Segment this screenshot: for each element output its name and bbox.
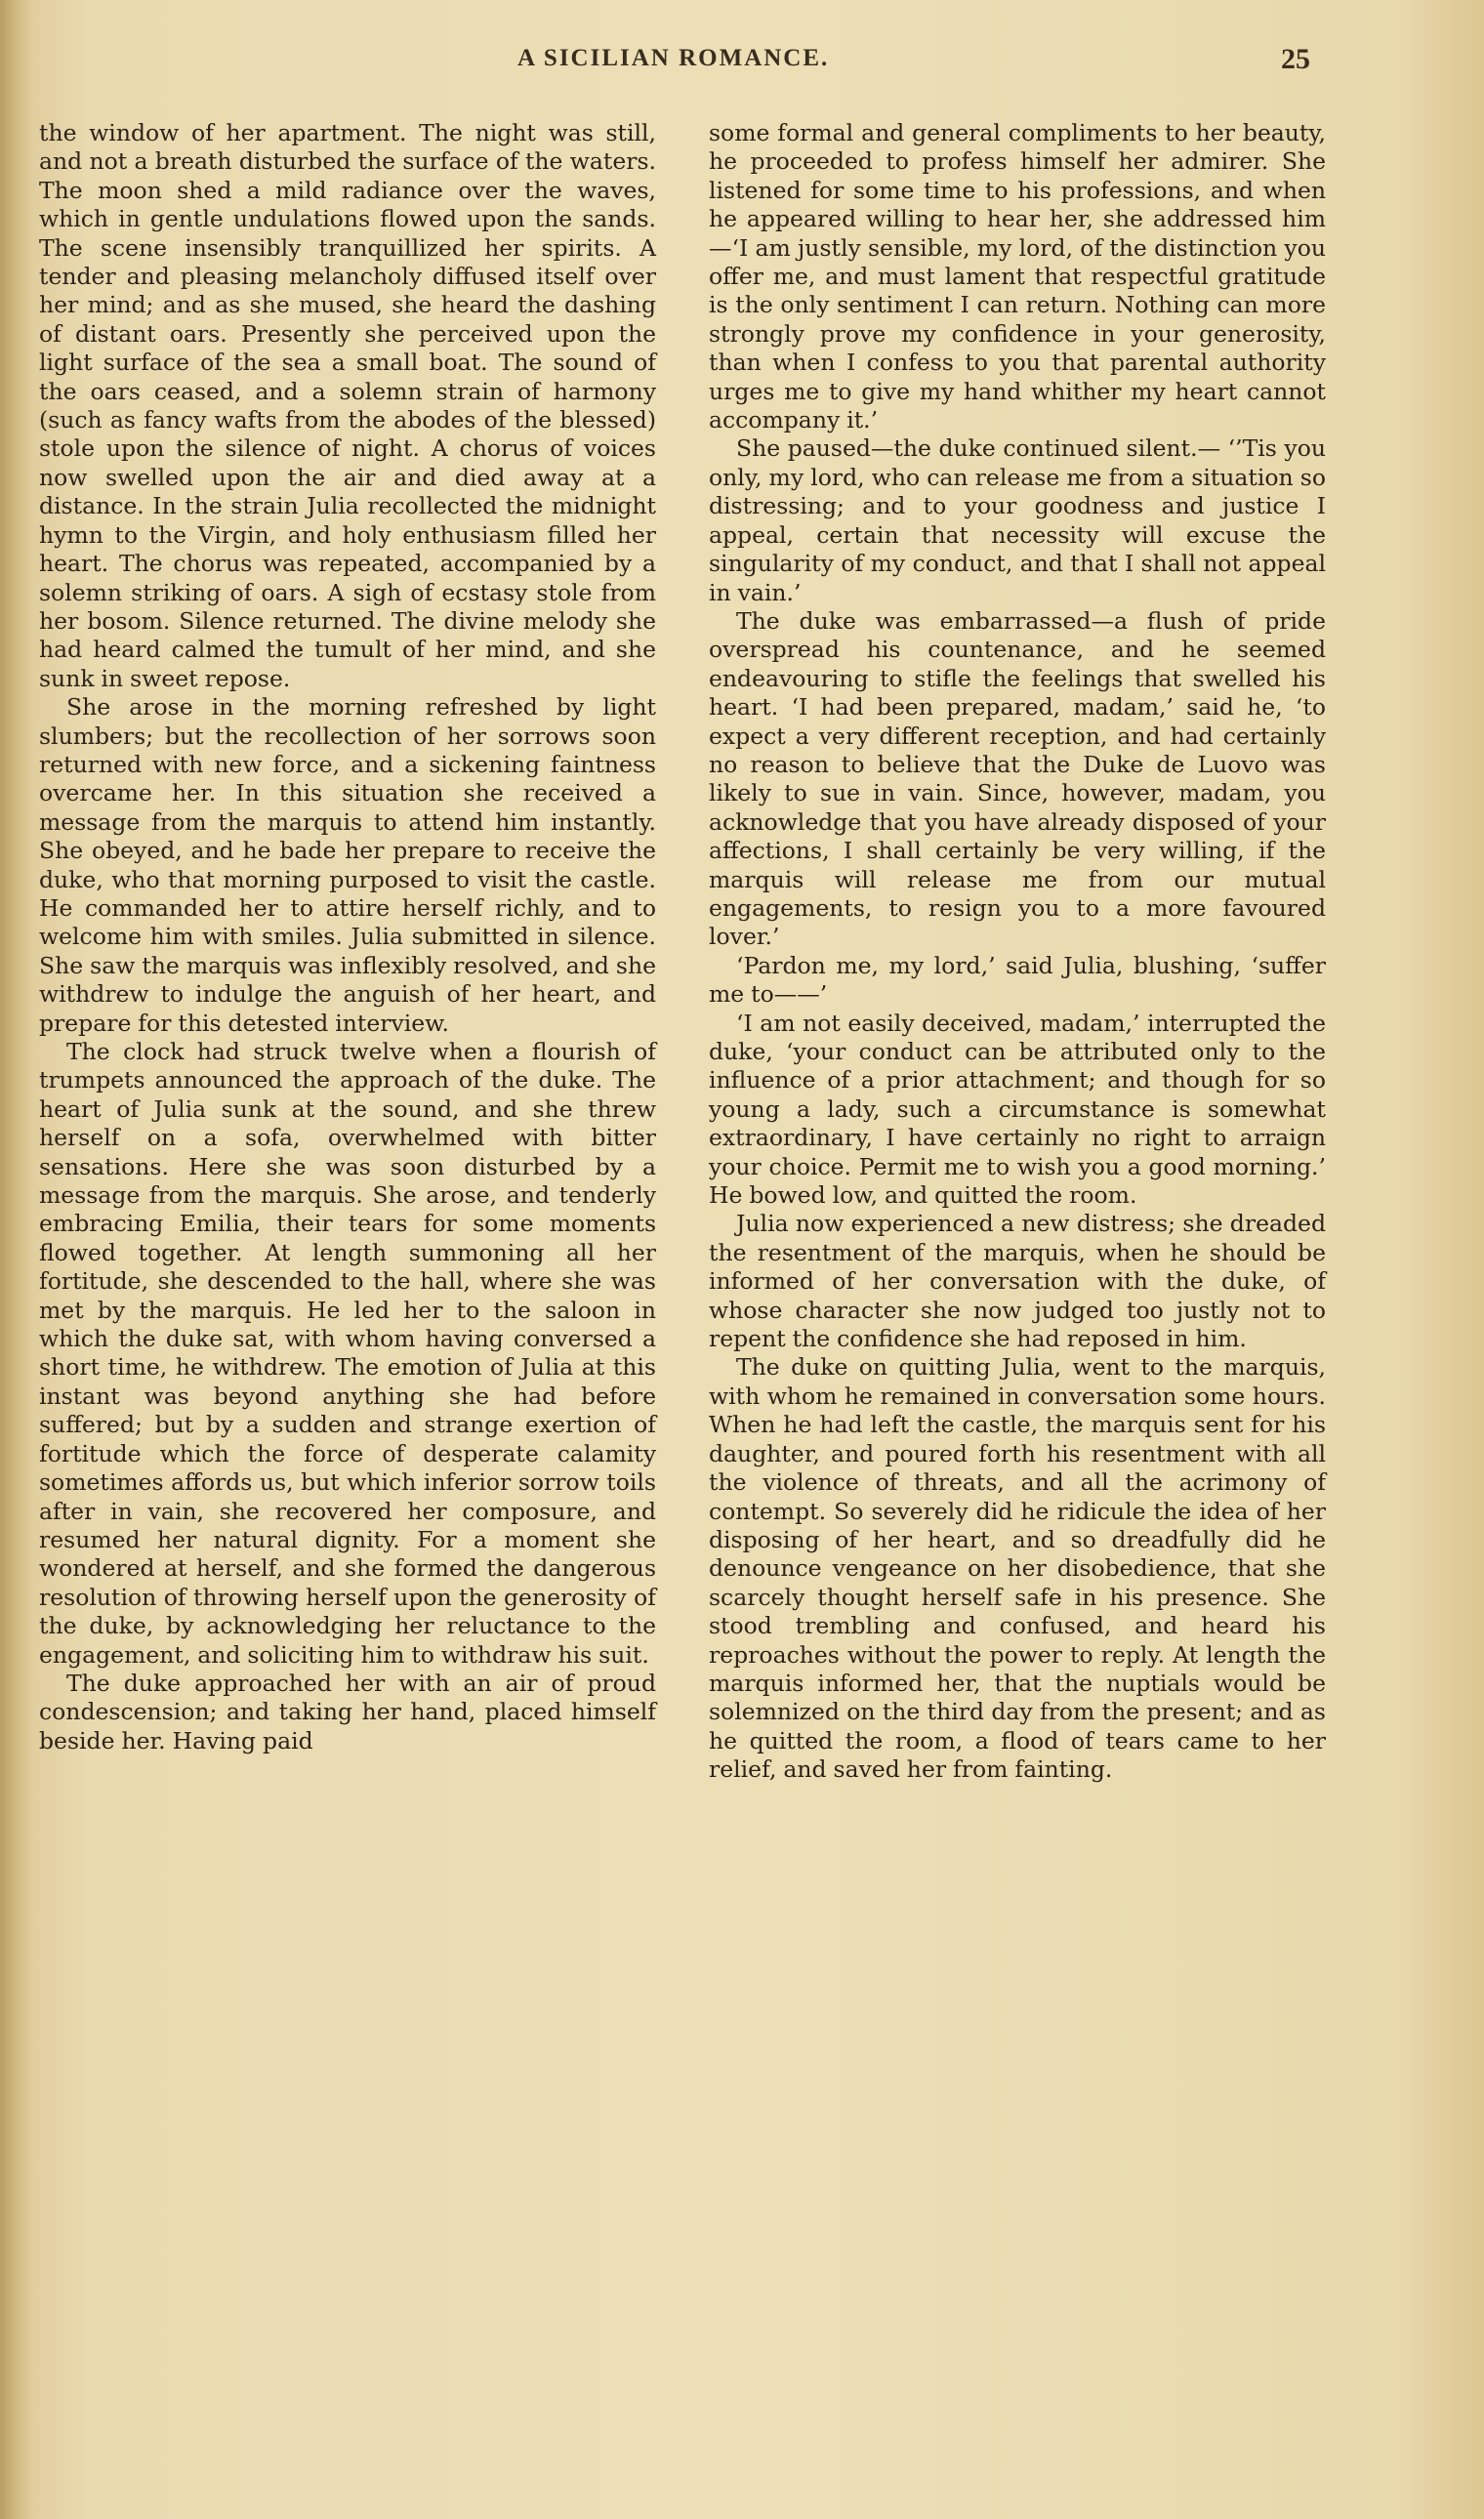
paragraph: the window of her apartment. The night was still, and not a breath disturbed the surface of the waters. The moon shed a mild radiance over the waves, which in gentle undulations flowed upon the sands. The scene insensibly tranquillized her spirits. A tender and pleasing melancholy diffused itself over her mind; and as she mused, she heard the dashing of distant oars. Presently she perceived upon the light surface of the sea a small boat. The sound of the oars ceased, and a solemn strain of harmony (such as fancy wafts from the abodes of the blessed) stole upon the silence of night. A chorus of voices now swelled upon the air and died away at a distance. In the strain Julia recollected the midnight hymn to the Virgin, and holy enthusiasm filled her heart. The chorus was repeated, accompanied by a solemn striking of oars. A sigh of ecstasy stole from her bosom. Silence returned. The divine melody she had heard calmed the tumult of her mind, and she sunk in sweet repose.: [39, 119, 656, 692]
paragraph: The duke was embarrassed—a flush of pride overspread his countenance, and he seemed endeavouring to stifle the feelings that swelled his heart. ‘I had been prepared, madam,’ said he, ‘to expect a very different reception, and had certainly no reason to believe that the Duke de Luovo was likely to sue in vain. Since, however, madam, you acknowledge that you have already disposed of your affections, I shall certainly be very willing, if the marquis will release me from our mutual engagements, to resign you to a more favoured lover.’: [709, 606, 1326, 951]
paragraph: ‘I am not easily deceived, madam,’ interrupted the duke, ‘your conduct can be attributed only to the influence of a prior attachment; and though for so young a lady, such a circumstance is somewhat extraordinary, I have certainly no right to arraign your choice. Permit me to wish you a good morning.’ He bowed low, and quitted the room.: [709, 1009, 1326, 1210]
paragraph: some formal and general compliments to her beauty, he proceeded to profess himself her admirer. She listened for some time to his professions, and when he appeared willing to hear her, she addressed him—‘I am justly sensible, my lord, of the distinction you offer me, and must lament that respectful gratitude is the only sentiment I can return. Nothing can more strongly prove my confidence in your generosity, than when I confess to you that parental authority urges me to give my hand whither my heart cannot accompany it.’: [709, 119, 1326, 434]
paragraph: She paused—the duke continued silent.— ‘’Tis you only, my lord, who can release me from a situation so distressing; and to your goodness and justice I appeal, certain that necessity will excuse the singularity of my conduct, and that I shall not appeal in vain.’: [709, 434, 1326, 606]
page-number: 25: [1281, 43, 1310, 75]
page-gutter-shadow: [0, 0, 33, 2519]
paragraph: She arose in the morning refreshed by light slumbers; but the recollection of her sorrows soon returned with new force, and a sickening faintness overcame her. In this situation she received a message from the marquis to attend him instantly. She obeyed, and he bade her prepare to receive the duke, who that morning purposed to visit the castle. He commanded her to attire herself richly, and to welcome him with smiles. Julia submitted in silence. She saw the marquis was inflexibly resolved, and she withdrew to indulge the anguish of her heart, and prepare for this detested interview.: [39, 693, 656, 1037]
paragraph: ‘Pardon me, my lord,’ said Julia, blushing, ‘suffer me to——’: [709, 951, 1326, 1009]
paragraph: The clock had struck twelve when a flourish of trumpets announced the approach of the duke. The heart of Julia sunk at the sound, and she threw herself on a sofa, overwhelmed with bitter sensations. Here she was soon disturbed by a message from the marquis. She arose, and tenderly embracing Emilia, their tears for some moments flowed together. At length summoning all her fortitude, she descended to the hall, where she was met by the marquis. He led her to the saloon in which the duke sat, with whom having conversed a short time, he withdrew. The emotion of Julia at this instant was beyond anything she had before suffered; but by a sudden and strange exertion of fortitude which the force of desperate calamity sometimes affords us, but which inferior sorrow toils after in vain, she recovered her composure, and resumed her natural dignity. For a moment she wondered at herself, and she formed the dangerous resolution of throwing herself upon the generosity of the duke, by acknowledging her reluctance to the engagement, and soliciting him to withdraw his suit.: [39, 1038, 656, 1669]
right-text-column: [709, 119, 1326, 1785]
paragraph: Julia now experienced a new distress; she dreaded the resentment of the marquis, when he should be informed of her conversation with the duke, of whose character she now judged too justly not to repent the confidence she had reposed in him.: [709, 1210, 1326, 1353]
running-title: A SICILIAN ROMANCE.: [517, 45, 830, 71]
paragraph: The duke approached her with an air of proud condescension; and taking her hand, placed himself beside her. Having paid: [39, 1669, 656, 1755]
left-text-column: [39, 119, 656, 1755]
paragraph: The duke on quitting Julia, went to the marquis, with whom he remained in conversation some hours. When he had left the castle, the marquis sent for his daughter, and poured forth his resentment with all the violence of threats, and all the acrimony of contempt. So severely did he ridicule the idea of her disposing of her heart, and so dreadfully did he denounce vengeance on her disobedience, that she scarcely thought herself safe in his presence. She stood trembling and confused, and heard his reproaches without the power to reply. At length the marquis informed her, that the nuptials would be solemnized on the third day from the present; and as he quitted the room, a flood of tears came to her relief, and saved her from fainting.: [709, 1353, 1326, 1784]
